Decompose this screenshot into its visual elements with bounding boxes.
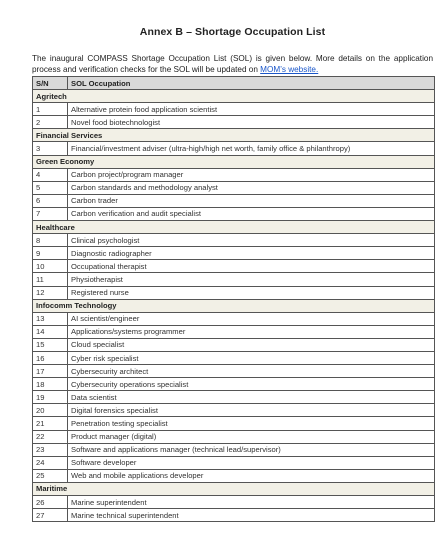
row-occupation: Carbon project/program manager [68,168,435,181]
row-occupation: Penetration testing specialist [68,417,435,430]
row-sn: 10 [33,260,68,273]
row-sn: 2 [33,116,68,129]
table-row [33,312,435,325]
table-row [33,207,435,220]
row-sn: 11 [33,273,68,286]
table-row [33,103,435,116]
table-row [33,234,435,247]
category-row [33,221,435,234]
row-sn: 26 [33,496,68,509]
row-occupation: Diagnostic radiographer [68,247,435,260]
table-row [33,142,435,155]
category-row [33,155,435,168]
row-sn: 4 [33,168,68,181]
category-label: Green Economy [33,155,435,168]
row-sn: 1 [33,103,68,116]
category-label: Healthcare [33,221,435,234]
table-row [33,404,435,417]
row-occupation: Registered nurse [68,286,435,299]
row-occupation: Cloud specialist [68,338,435,351]
category-row [33,299,435,312]
row-sn: 20 [33,404,68,417]
row-occupation: Applications/systems programmer [68,325,435,338]
table-row [33,116,435,129]
row-sn: 8 [33,234,68,247]
row-sn: 22 [33,430,68,443]
row-sn: 14 [33,325,68,338]
table-row [33,443,435,456]
category-row [33,90,435,103]
intro-text: The inaugural COMPASS Shortage Occupation List (SOL) is given below. More details on the application process and verification checks for the SOL will be updated on [32,54,433,74]
category-label: Infocomm Technology [33,299,435,312]
table-row [33,181,435,194]
row-occupation: Alternative protein food application scientist [68,103,435,116]
row-sn: 3 [33,142,68,155]
row-sn: 5 [33,181,68,194]
table-row [33,496,435,509]
table-row [33,325,435,338]
row-occupation: Financial/investment adviser (ultra-high/high net worth, family office & philanthropy) [68,142,435,155]
row-occupation: Cybersecurity operations specialist [68,378,435,391]
table-row [33,338,435,351]
table-row [33,273,435,286]
row-occupation: Product manager (digital) [68,430,435,443]
table-row [33,509,435,522]
row-occupation: Digital forensics specialist [68,404,435,417]
table-row [33,456,435,469]
category-row [33,482,435,495]
row-occupation: Clinical psychologist [68,234,435,247]
category-label: Financial Services [33,129,435,142]
row-occupation: Carbon standards and methodology analyst [68,181,435,194]
row-sn: 17 [33,365,68,378]
intro-paragraph [32,54,433,75]
row-occupation: Carbon verification and audit specialist [68,207,435,220]
row-occupation: Software and applications manager (technical lead/supervisor) [68,443,435,456]
table-row [33,469,435,482]
table-row [33,378,435,391]
shortage-occupation-table [32,76,435,522]
row-occupation: Marine superintendent [68,496,435,509]
row-occupation: Physiotherapist [68,273,435,286]
table-row [33,351,435,364]
row-occupation: Data scientist [68,391,435,404]
row-occupation: Web and mobile applications developer [68,469,435,482]
header-occupation: SOL Occupation [68,77,435,90]
table-row [33,286,435,299]
row-sn: 7 [33,207,68,220]
table-row [33,260,435,273]
row-occupation: Marine technical superintendent [68,509,435,522]
row-sn: 6 [33,194,68,207]
table-body [33,90,435,522]
header-sn: S/N [33,77,68,90]
row-occupation: Cybersecurity architect [68,365,435,378]
row-sn: 23 [33,443,68,456]
document-title: Annex B – Shortage Occupation List [139,26,326,38]
row-occupation: Carbon trader [68,194,435,207]
table-header-row [33,77,435,90]
table-row [33,365,435,378]
table-row [33,430,435,443]
row-sn: 25 [33,469,68,482]
row-occupation: AI scientist/engineer [68,312,435,325]
table-row [33,417,435,430]
table-row [33,168,435,181]
row-sn: 27 [33,509,68,522]
table-row [33,391,435,404]
row-occupation: Software developer [68,456,435,469]
row-sn: 9 [33,247,68,260]
category-row [33,129,435,142]
table-row [33,247,435,260]
row-sn: 15 [33,338,68,351]
row-occupation: Occupational therapist [68,260,435,273]
category-label: Agritech [33,90,435,103]
mom-website-link[interactable]: MOM’s website. [260,64,319,74]
table-row [33,194,435,207]
row-sn: 21 [33,417,68,430]
row-sn: 16 [33,351,68,364]
row-occupation: Cyber risk specialist [68,351,435,364]
row-sn: 19 [33,391,68,404]
row-sn: 12 [33,286,68,299]
row-sn: 13 [33,312,68,325]
row-sn: 18 [33,378,68,391]
row-sn: 24 [33,456,68,469]
row-occupation: Novel food biotechnologist [68,116,435,129]
category-label: Maritime [33,482,435,495]
